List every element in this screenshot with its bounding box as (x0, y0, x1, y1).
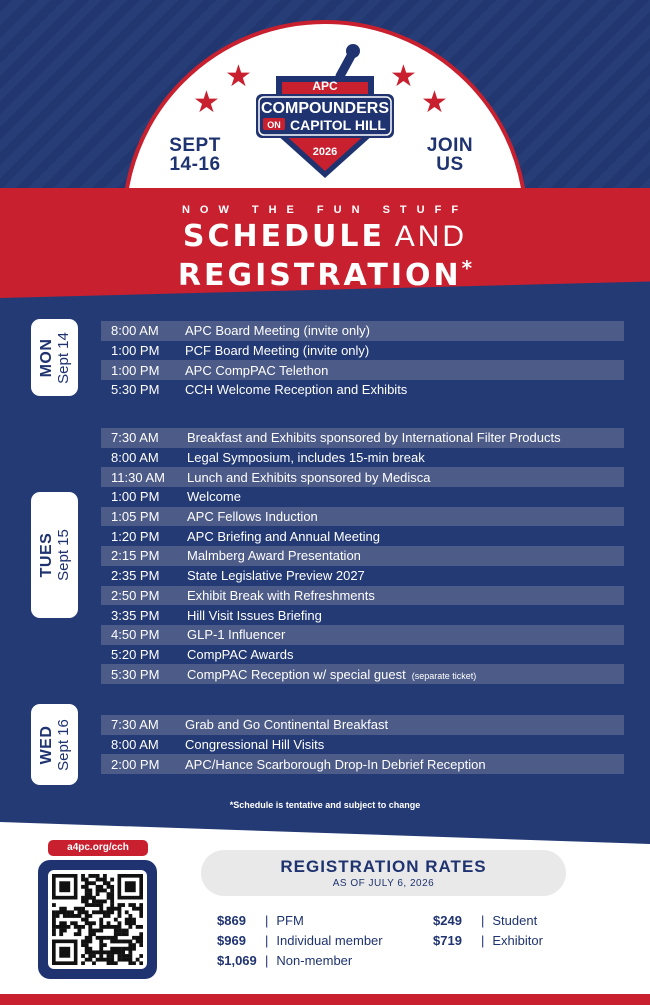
event-time: 8:00 AM (111, 450, 159, 466)
event-title: APC Briefing and Annual Meeting (187, 528, 380, 544)
star-icon: ★ (390, 60, 417, 93)
event-title-text: CompPAC Reception w/ special guest (187, 666, 406, 682)
rates-subtitle: AS OF JULY 6, 2026 (332, 878, 435, 889)
rate-item: $869 | PFM (217, 913, 304, 928)
rate-label: Individual member (276, 933, 383, 948)
event-title: APC/Hance Scarborough Drop-In Debrief Reception (185, 756, 486, 772)
rate-label: Exhibitor (492, 933, 543, 948)
event-time: 1:20 PM (111, 528, 160, 544)
event-title: CCH Welcome Reception and Exhibits (185, 382, 408, 398)
banner-kicker: NOW THE FUN STUFF (181, 204, 469, 216)
event-time: 7:30 AM (111, 717, 159, 733)
event-time: 5:20 PM (111, 646, 160, 662)
banner-asterisk: * (461, 256, 473, 280)
event-time: 1:00 PM (111, 343, 160, 359)
rate-label: PFM (276, 913, 304, 928)
day-date: Sept 14 (54, 331, 72, 384)
event-time: 1:00 PM (111, 489, 160, 505)
schedule-wed (101, 715, 624, 774)
event-title: PCF Board Meeting (invite only) (185, 343, 370, 359)
rate-price: $249 (433, 913, 462, 928)
event-note: (separate ticket) (411, 670, 477, 681)
table-row (101, 754, 624, 774)
cch-logo (248, 42, 402, 182)
table-row (101, 467, 624, 487)
table-row (101, 448, 624, 468)
rate-price: $869 (217, 913, 246, 928)
event-time: 2:35 PM (111, 568, 160, 584)
day-tab-wed (31, 704, 78, 785)
event-time: 2:50 PM (111, 587, 160, 603)
rate-label: Student (492, 913, 538, 928)
rate-item: $719 | Exhibitor (433, 933, 543, 948)
event-time: 3:35 PM (111, 607, 160, 623)
logo-year: 2026 (312, 146, 338, 158)
rates-title: REGISTRATION RATES (280, 857, 487, 876)
table-row (101, 625, 624, 645)
table-row (101, 360, 624, 380)
event-title: Lunch and Exhibits sponsored by Medisca (187, 469, 431, 485)
event-time: 2:00 PM (111, 756, 160, 772)
day-name: WED (37, 725, 55, 764)
banner-title-line1 (0, 221, 650, 253)
day-name: MON (37, 338, 55, 377)
star-icon: ★ (421, 86, 448, 119)
event-time: 2:15 PM (111, 548, 160, 564)
banner-title-light: AND (394, 220, 468, 253)
logo-line1: COMPOUNDERS (260, 100, 390, 117)
schedule-tues (101, 428, 624, 684)
day-tab-tues (31, 492, 78, 618)
event-title: CompPAC Awards (187, 646, 294, 662)
join-us-line1: JOIN (426, 135, 474, 156)
event-title: Hill Visit Issues Briefing (187, 607, 322, 623)
event-title: Grab and Go Continental Breakfast (185, 717, 389, 733)
day-tab-mon (31, 319, 78, 396)
table-row (101, 645, 624, 665)
table-row (101, 341, 624, 361)
table-row (101, 586, 624, 606)
table-row (101, 526, 624, 546)
star-icon: ★ (193, 86, 220, 119)
logo-org: APC (312, 79, 338, 93)
footer-bar (0, 994, 650, 1005)
rate-item: $969 | Individual member (217, 933, 383, 948)
table-row (101, 546, 624, 566)
banner-title-line2 (0, 252, 650, 292)
registration-url[interactable]: a4pc.org/cch (48, 840, 148, 856)
schedule-mon (101, 321, 624, 400)
event-time: 1:05 PM (111, 509, 160, 525)
logo-line2: CAPITOL HILL (290, 117, 386, 133)
day-date: Sept 15 (54, 529, 72, 581)
event-time: 11:30 AM (111, 469, 165, 485)
rate-label: Non-member (276, 953, 353, 968)
logo-on: ON (267, 120, 281, 130)
event-title: Exhibit Break with Refreshments (187, 587, 375, 603)
event-title: Congressional Hill Visits (185, 737, 325, 753)
event-title: GLP-1 Influencer (187, 627, 286, 643)
event-time: 5:30 PM (111, 666, 160, 682)
event-title: APC Board Meeting (invite only) (185, 323, 370, 339)
rate-item: $249 | Student (433, 913, 538, 928)
table-row (101, 321, 624, 341)
event-time: 4:50 PM (111, 627, 160, 643)
rate-item: $1,069 | Non-member (217, 953, 353, 968)
event-title: Welcome (187, 489, 241, 505)
table-row (101, 428, 624, 448)
event-dates-month: SEPT (169, 135, 221, 156)
event-dates-days: 14-16 (169, 154, 221, 175)
rate-price: $969 (217, 933, 246, 948)
table-row (101, 380, 624, 400)
banner-title-bold: SCHEDULE (182, 219, 386, 254)
day-name: TUES (37, 532, 55, 578)
table-row (101, 605, 624, 625)
event-time: 8:00 AM (111, 323, 159, 339)
event-time: 7:30 AM (111, 430, 159, 446)
qr-code-icon[interactable] (52, 874, 143, 965)
pestle-knob (346, 44, 360, 58)
event-title (187, 667, 476, 682)
banner-title-registration: REGISTRATION (177, 258, 462, 293)
table-row (101, 735, 624, 755)
event-title: State Legislative Preview 2027 (187, 568, 365, 584)
join-us-line2: US (436, 154, 464, 175)
rate-price: $1,069 (217, 953, 257, 968)
event-dates (150, 136, 240, 174)
table-row (101, 566, 624, 586)
day-date: Sept 16 (54, 718, 72, 771)
event-time: 8:00 AM (111, 737, 159, 753)
event-time: 1:00 PM (111, 362, 160, 378)
rate-price: $719 (433, 933, 462, 948)
star-icon: ★ (225, 60, 252, 93)
table-row (101, 487, 624, 507)
event-title: Legal Symposium, includes 15-min break (187, 450, 425, 466)
table-row (101, 715, 624, 735)
event-title: APC CompPAC Telethon (185, 362, 329, 378)
event-title: Malmberg Award Presentation (187, 548, 361, 564)
table-row (101, 507, 624, 527)
join-us-text (410, 136, 490, 174)
event-title: APC Fellows Induction (187, 509, 318, 525)
event-time: 5:30 PM (111, 382, 160, 398)
schedule-disclaimer: *Schedule is tentative and subject to change (229, 800, 421, 810)
event-title: Breakfast and Exhibits sponsored by International Filter Products (187, 430, 561, 446)
table-row (101, 664, 624, 684)
